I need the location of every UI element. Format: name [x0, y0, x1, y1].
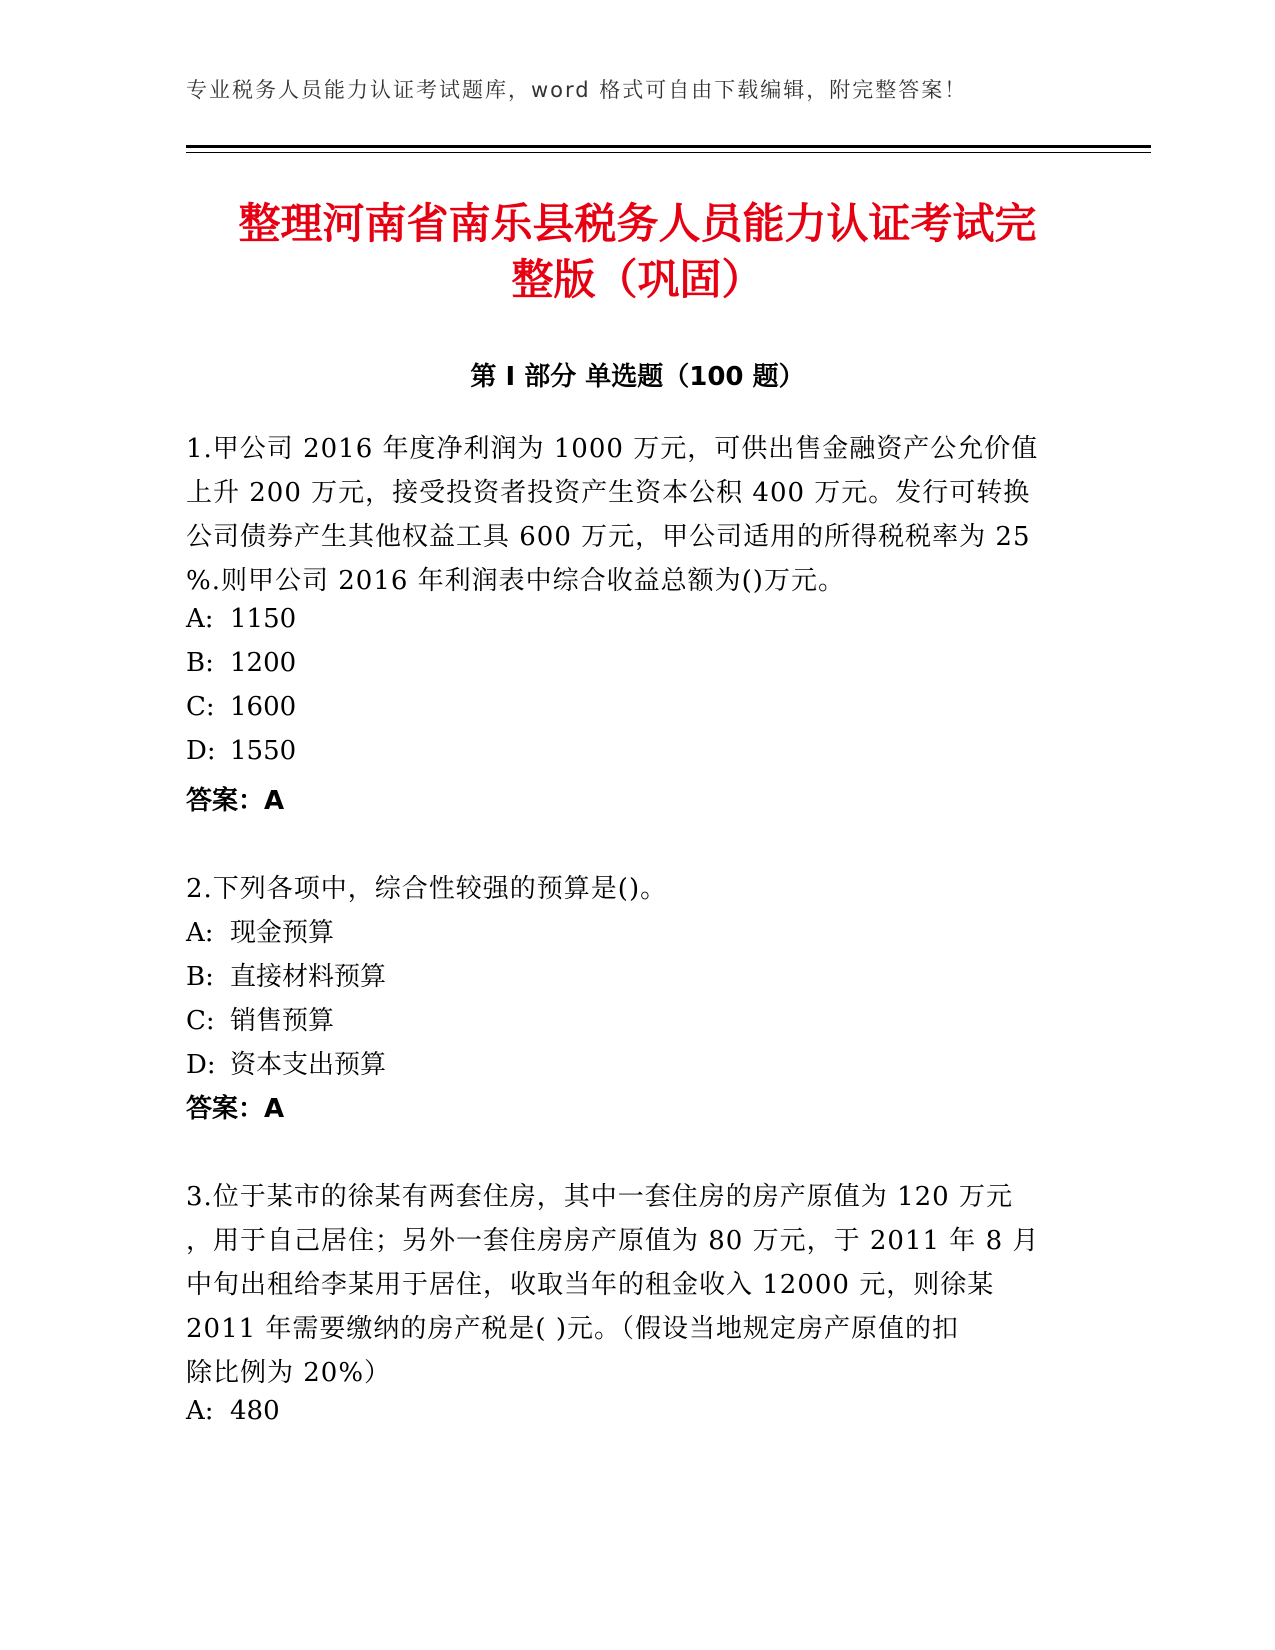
- question-2-option-a: [186, 912, 334, 949]
- question-1-line-4: %.则甲公司 2016 年利润表中综合收益总额为()万元。: [186, 566, 845, 596]
- question-1-line-2: 上升 200 万元，接受投资者投资产生资本公积 400 万元。发行可转换: [186, 478, 1031, 508]
- question-2-option-b: [186, 956, 386, 993]
- option-text: 1150: [230, 604, 297, 634]
- option-key: B:: [186, 648, 214, 678]
- question-2-answer: 答案：A: [186, 1094, 285, 1124]
- option-key: A:: [186, 918, 214, 948]
- question-1-option-a: [186, 604, 296, 634]
- option-text: 1550: [230, 736, 297, 766]
- question-1-line-3: 公司债券产生其他权益工具 600 万元，甲公司适用的所得税税率为 25: [186, 522, 1031, 552]
- header-rule-thin: [186, 152, 1151, 153]
- document-title: [140, 196, 1135, 308]
- question-1-option-b: [186, 648, 296, 678]
- option-text: 销售预算: [230, 1006, 335, 1036]
- option-key: C:: [186, 1006, 215, 1036]
- question-3-line-2: ，用于自己居住；另外一套住房房产原值为 80 万元，于 2011 年 8 月: [186, 1226, 1040, 1256]
- question-2-line-1: 2.下列各项中，综合性较强的预算是()。: [186, 874, 668, 904]
- title-line-2: 整版（巩固）: [511, 255, 764, 304]
- section-title: 第 I 部分 单选题（100 题）: [470, 362, 805, 392]
- option-key: D:: [186, 1050, 216, 1080]
- question-2-option-d: [186, 1044, 386, 1081]
- question-3-line-3: 中旬出租给李某用于居住，收取当年的租金收入 12000 元，则徐某: [186, 1270, 995, 1300]
- question-2-option-c: [186, 1000, 334, 1037]
- option-text: 直接材料预算: [230, 962, 387, 992]
- question-1-answer: 答案：A: [186, 786, 285, 816]
- option-text: 资本支出预算: [230, 1050, 387, 1080]
- question-3-line-5: 除比例为 20%）: [186, 1358, 392, 1388]
- title-line-1: 整理河南省南乐县税务人员能力认证考试完: [238, 199, 1037, 248]
- option-key: A:: [186, 604, 214, 634]
- option-text: 现金预算: [230, 918, 335, 948]
- option-text: 480: [230, 1396, 280, 1426]
- question-1-option-d: [186, 736, 296, 766]
- option-key: D:: [186, 736, 216, 766]
- option-text: 1200: [230, 648, 297, 678]
- page-header: 专业税务人员能力认证考试题库，word 格式可自由下载编辑，附完整答案！: [186, 78, 968, 102]
- question-1-line-1: 1.甲公司 2016 年度净利润为 1000 万元，可供出售金融资产公允价值: [186, 434, 1039, 464]
- option-key: A:: [186, 1396, 214, 1426]
- option-key: C:: [186, 692, 215, 722]
- question-3-line-1: 3.位于某市的徐某有两套住房，其中一套住房的房产原值为 120 万元: [186, 1182, 1013, 1212]
- option-text: 1600: [230, 692, 297, 722]
- question-3-line-4: 2011 年需要缴纳的房产税是( )元。（假设当地规定房产原值的扣: [186, 1314, 959, 1344]
- question-3-option-a: [186, 1396, 280, 1426]
- option-key: B:: [186, 962, 214, 992]
- header-rule-thick: [186, 145, 1151, 148]
- question-1-option-c: [186, 692, 296, 722]
